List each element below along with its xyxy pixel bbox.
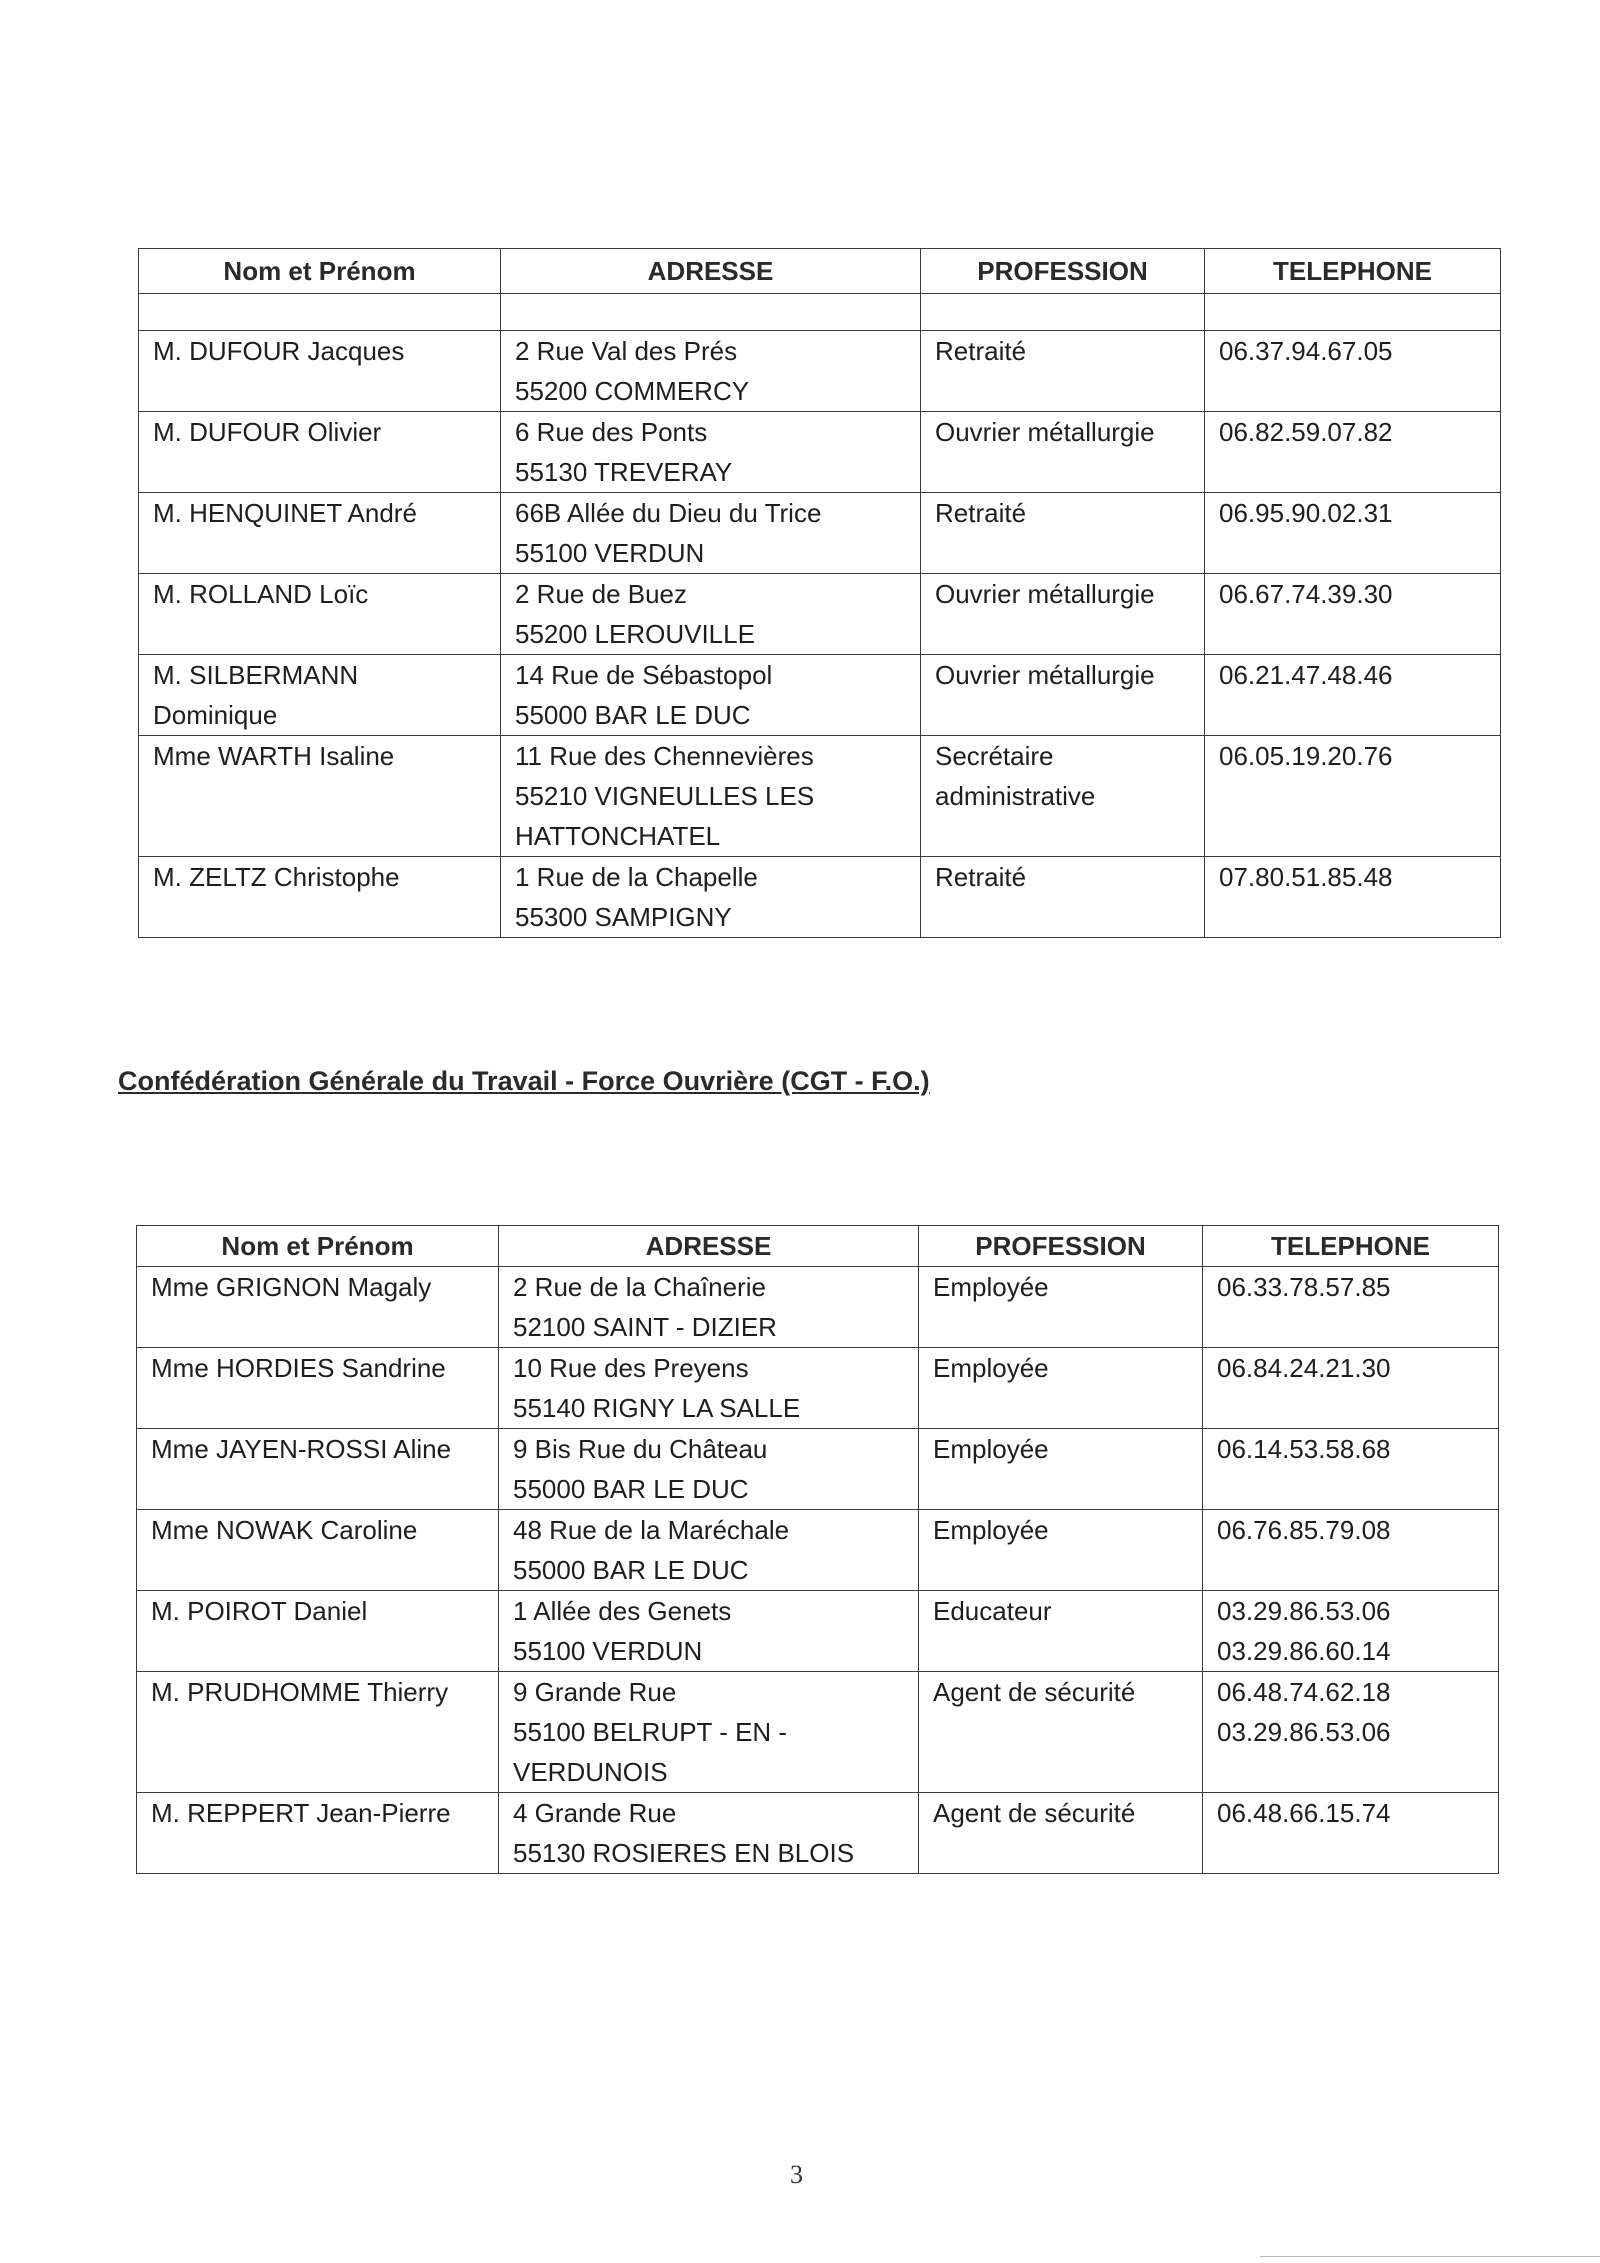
telephone-cell <box>1205 331 1501 412</box>
telephone-line: 06.21.47.48.46 <box>1219 660 1393 690</box>
profession-cell <box>921 331 1205 412</box>
members-table-2 <box>136 1225 1499 1874</box>
address-line: 55130 ROSIERES EN BLOIS <box>513 1838 855 1868</box>
address-cell <box>501 736 921 857</box>
table-row <box>139 331 1501 412</box>
telephone-line: 06.37.94.67.05 <box>1219 336 1393 366</box>
profession-cell <box>921 574 1205 655</box>
profession-cell <box>919 1672 1203 1793</box>
address-line: 55200 LEROUVILLE <box>515 619 755 649</box>
members-table-1 <box>138 248 1501 938</box>
header-profession: PROFESSION <box>921 249 1205 294</box>
profession-line: Agent de sécurité <box>933 1677 1136 1707</box>
table-body <box>137 1267 1499 1874</box>
address-line: 48 Rue de la Maréchale <box>513 1515 790 1545</box>
address-line: 55100 VERDUN <box>513 1636 703 1666</box>
address-line: 55000 BAR LE DUC <box>513 1555 749 1585</box>
table-row <box>137 1267 1499 1348</box>
profession-line: Secrétaire <box>935 741 1054 771</box>
address-line: 55000 BAR LE DUC <box>513 1474 749 1504</box>
person-name-cell <box>137 1510 499 1591</box>
person-name-line: M. PRUDHOMME Thierry <box>151 1677 449 1707</box>
address-cell <box>501 655 921 736</box>
address-cell <box>499 1591 919 1672</box>
telephone-line: 06.76.85.79.08 <box>1217 1515 1391 1545</box>
person-name-line: M. POIROT Daniel <box>151 1596 368 1626</box>
profession-line: Employée <box>933 1353 1049 1383</box>
telephone-line: 06.95.90.02.31 <box>1219 498 1393 528</box>
profession-line: Ouvrier métallurgie <box>935 579 1155 609</box>
person-name-cell <box>137 1267 499 1348</box>
profession-cell <box>919 1348 1203 1429</box>
table-row <box>137 1429 1499 1510</box>
table-row <box>139 736 1501 857</box>
table-row <box>139 655 1501 736</box>
profession-cell <box>921 493 1205 574</box>
address-cell <box>499 1793 919 1874</box>
address-line: 55140 RIGNY LA SALLE <box>513 1393 801 1423</box>
address-line: 1 Rue de la Chapelle <box>515 862 758 892</box>
table-header-row <box>139 249 1501 294</box>
profession-cell <box>919 1510 1203 1591</box>
telephone-line: 06.33.78.57.85 <box>1217 1272 1391 1302</box>
person-name-line: M. REPPERT Jean-Pierre <box>151 1798 451 1828</box>
telephone-cell <box>1205 493 1501 574</box>
telephone-line: 06.14.53.58.68 <box>1217 1434 1391 1464</box>
empty-cell <box>1205 294 1501 331</box>
address-line: 2 Rue de Buez <box>515 579 688 609</box>
address-line: 55210 VIGNEULLES LES <box>515 781 815 811</box>
person-name-line: Mme GRIGNON Magaly <box>151 1272 432 1302</box>
profession-line: Ouvrier métallurgie <box>935 660 1155 690</box>
address-line: 10 Rue des Preyens <box>513 1353 749 1383</box>
address-line: HATTONCHATEL <box>515 821 721 851</box>
person-name-cell <box>139 857 501 938</box>
telephone-line: 06.82.59.07.82 <box>1219 417 1393 447</box>
profession-line: Retraité <box>935 498 1027 528</box>
profession-cell <box>921 655 1205 736</box>
telephone-cell <box>1203 1267 1499 1348</box>
person-name-cell <box>139 655 501 736</box>
telephone-line: 03.29.86.60.14 <box>1217 1636 1391 1666</box>
profession-line: Agent de sécurité <box>933 1798 1136 1828</box>
telephone-line: 07.80.51.85.48 <box>1219 862 1393 892</box>
address-line: 9 Grande Rue <box>513 1677 677 1707</box>
address-cell <box>501 857 921 938</box>
empty-row <box>139 294 1501 331</box>
person-name-line: M. HENQUINET André <box>153 498 417 528</box>
address-cell <box>499 1348 919 1429</box>
person-name-cell <box>139 331 501 412</box>
person-name-line: Dominique <box>153 700 278 730</box>
telephone-cell <box>1205 857 1501 938</box>
profession-cell <box>921 412 1205 493</box>
person-name-line: Mme NOWAK Caroline <box>151 1515 418 1545</box>
address-line: 52100 SAINT - DIZIER <box>513 1312 777 1342</box>
person-name-line: M. ROLLAND Loïc <box>153 579 369 609</box>
telephone-cell <box>1205 574 1501 655</box>
telephone-cell <box>1203 1510 1499 1591</box>
table-row <box>139 493 1501 574</box>
profession-line: Retraité <box>935 336 1027 366</box>
address-line: VERDUNOIS <box>513 1757 668 1787</box>
empty-cell <box>921 294 1205 331</box>
telephone-line: 03.29.86.53.06 <box>1217 1717 1391 1747</box>
header-telephone: TELEPHONE <box>1205 249 1501 294</box>
table-body <box>139 294 1501 938</box>
telephone-cell <box>1205 655 1501 736</box>
telephone-cell <box>1203 1348 1499 1429</box>
scan-edge-line <box>1260 2256 1600 2257</box>
profession-line: administrative <box>935 781 1096 811</box>
address-cell <box>499 1429 919 1510</box>
section-title-cgt-fo: Confédération Générale du Travail - Force Ouvrière (CGT - F.O.) <box>118 1066 930 1096</box>
address-line: 6 Rue des Ponts <box>515 417 708 447</box>
header-telephone: TELEPHONE <box>1203 1226 1499 1267</box>
address-line: 55100 VERDUN <box>515 538 705 568</box>
profession-line: Employée <box>933 1515 1049 1545</box>
address-line: 55200 COMMERCY <box>515 376 750 406</box>
person-name-cell <box>139 736 501 857</box>
address-line: 1 Allée des Genets <box>513 1596 732 1626</box>
profession-cell <box>921 857 1205 938</box>
header-name: Nom et Prénom <box>137 1226 499 1267</box>
profession-cell <box>921 736 1205 857</box>
profession-cell <box>919 1793 1203 1874</box>
header-name: Nom et Prénom <box>139 249 501 294</box>
person-name-line: Mme JAYEN-ROSSI Aline <box>151 1434 452 1464</box>
telephone-cell <box>1203 1793 1499 1874</box>
address-line: 14 Rue de Sébastopol <box>515 660 773 690</box>
person-name-line: M. ZELTZ Christophe <box>153 862 400 892</box>
address-cell <box>499 1672 919 1793</box>
address-cell <box>501 412 921 493</box>
person-name-cell <box>139 574 501 655</box>
address-cell <box>501 574 921 655</box>
table-row <box>139 857 1501 938</box>
address-cell <box>499 1510 919 1591</box>
person-name-cell <box>137 1429 499 1510</box>
table-row <box>139 412 1501 493</box>
person-name-cell <box>139 493 501 574</box>
telephone-line: 06.48.74.62.18 <box>1217 1677 1391 1707</box>
table-row <box>137 1510 1499 1591</box>
profession-line: Educateur <box>933 1596 1052 1626</box>
profession-line: Ouvrier métallurgie <box>935 417 1155 447</box>
telephone-line: 06.84.24.21.30 <box>1217 1353 1391 1383</box>
telephone-line: 06.67.74.39.30 <box>1219 579 1393 609</box>
address-line: 55000 BAR LE DUC <box>515 700 751 730</box>
person-name-line: M. DUFOUR Jacques <box>153 336 405 366</box>
header-profession: PROFESSION <box>919 1226 1203 1267</box>
person-name-cell <box>137 1672 499 1793</box>
telephone-cell <box>1203 1591 1499 1672</box>
profession-cell <box>919 1429 1203 1510</box>
address-line: 66B Allée du Dieu du Trice <box>515 498 822 528</box>
telephone-cell <box>1205 412 1501 493</box>
address-line: 55130 TREVERAY <box>515 457 733 487</box>
table-row <box>137 1348 1499 1429</box>
person-name-line: Mme WARTH Isaline <box>153 741 395 771</box>
person-name-cell <box>137 1591 499 1672</box>
table-row <box>139 574 1501 655</box>
header-address: ADRESSE <box>499 1226 919 1267</box>
person-name-cell <box>137 1793 499 1874</box>
table-header-row <box>137 1226 1499 1267</box>
profession-line: Retraité <box>935 862 1027 892</box>
person-name-line: M. SILBERMANN <box>153 660 359 690</box>
address-line: 4 Grande Rue <box>513 1798 677 1828</box>
telephone-cell <box>1203 1672 1499 1793</box>
empty-cell <box>139 294 501 331</box>
table-row <box>137 1672 1499 1793</box>
profession-line: Employée <box>933 1272 1049 1302</box>
person-name-line: Mme HORDIES Sandrine <box>151 1353 446 1383</box>
address-line: 9 Bis Rue du Château <box>513 1434 768 1464</box>
profession-cell <box>919 1267 1203 1348</box>
page-number: 3 <box>790 2160 803 2189</box>
address-line: 2 Rue Val des Prés <box>515 336 738 366</box>
person-name-cell <box>137 1348 499 1429</box>
address-line: 11 Rue des Chennevières <box>515 741 814 771</box>
address-cell <box>499 1267 919 1348</box>
profession-cell <box>919 1591 1203 1672</box>
telephone-line: 06.05.19.20.76 <box>1219 741 1393 771</box>
person-name-line: M. DUFOUR Olivier <box>153 417 382 447</box>
address-cell <box>501 331 921 412</box>
address-line: 2 Rue de la Chaînerie <box>513 1272 766 1302</box>
table-row <box>137 1591 1499 1672</box>
telephone-cell <box>1205 736 1501 857</box>
telephone-line: 06.48.66.15.74 <box>1217 1798 1391 1828</box>
empty-cell <box>501 294 921 331</box>
person-name-cell <box>139 412 501 493</box>
profession-line: Employée <box>933 1434 1049 1464</box>
header-address: ADRESSE <box>501 249 921 294</box>
address-cell <box>501 493 921 574</box>
address-line: 55100 BELRUPT - EN - <box>513 1717 788 1747</box>
address-line: 55300 SAMPIGNY <box>515 902 732 932</box>
telephone-line: 03.29.86.53.06 <box>1217 1596 1391 1626</box>
table-row <box>137 1793 1499 1874</box>
telephone-cell <box>1203 1429 1499 1510</box>
